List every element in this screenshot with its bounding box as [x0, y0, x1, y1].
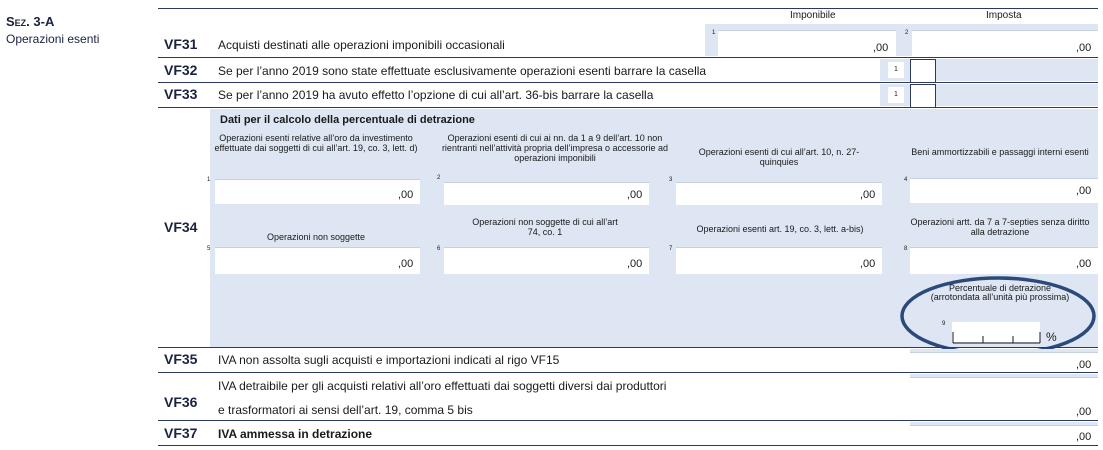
vf35-code: VF35	[164, 351, 198, 367]
vf34-num-3: 3	[669, 177, 673, 183]
vf36-field[interactable]	[910, 377, 1098, 420]
vf34-percent-label: Percentuale di detrazione (arrotondata all’unità più prossima)	[930, 283, 1070, 302]
vf34-zeros-8: ,00	[1076, 258, 1092, 270]
vf35-bottom-line	[158, 372, 1098, 373]
vf34-field-7[interactable]	[676, 247, 882, 274]
vf32-code: VF32	[164, 62, 198, 78]
vf32-text: Se per l’anno 2019 sono state effettuate esclusivamente operazioni esenti barrare la casella	[218, 64, 707, 78]
vf34-field-6[interactable]	[444, 247, 649, 274]
vf34-code: VF34	[164, 219, 198, 235]
vf34-num-1: 1	[207, 177, 211, 183]
vf35-zeros: ,00	[1076, 359, 1092, 371]
vf34-num-9: 9	[942, 321, 946, 327]
vf34-zeros-7: ,00	[860, 258, 876, 270]
vf32-bottom-line	[158, 82, 1098, 83]
vf37-code: VF37	[164, 425, 198, 441]
vf31-imponibile-field[interactable]	[718, 30, 896, 57]
vf37-field[interactable]	[910, 425, 1098, 445]
vf34-zeros-2: ,00	[627, 189, 643, 201]
vf37-zeros: ,00	[1076, 431, 1092, 443]
vf31-num-1: 1	[712, 30, 716, 36]
percent-sign: %	[1046, 330, 1057, 344]
vf31-zeros-imponibile: ,00	[873, 42, 889, 54]
vf33-num: 1	[888, 87, 904, 103]
vf34-num-2: 2	[437, 175, 441, 181]
vf35-text: IVA non assolta sugli acquisti e importazioni indicati al rigo VF15	[218, 353, 560, 367]
section-title: Sez. 3-A	[6, 14, 55, 29]
vf34-field-2[interactable]	[444, 182, 649, 205]
vf34-num-6: 6	[437, 246, 441, 252]
vf33-text: Se per l’anno 2019 ha avuto effetto l’opzione di cui all’art. 36-bis barrare la casella	[218, 88, 654, 102]
vf34-col1-label: Operazioni esenti relative all’oro da investimento effettuate dai soggetti di cui all’art. 19, co. 3, lett. d)	[214, 133, 418, 153]
vf34-zeros-4: ,00	[1076, 185, 1092, 197]
top-border	[158, 8, 1098, 9]
section-subtitle: Operazioni esenti	[6, 32, 100, 46]
vf34-field-5[interactable]	[215, 247, 420, 274]
vf34-col3-label: Operazioni esenti di cui all’art. 10, n. 27-quinquies	[698, 147, 860, 167]
vf31-text: Acquisti destinati alle operazioni imponibili occasionali	[218, 38, 505, 52]
vf34-num-5: 5	[207, 246, 211, 252]
vf34-col5-label: Operazioni non soggette	[266, 232, 366, 242]
vf34-col6-label: Operazioni non soggette di cui all’art 74, co. 1	[472, 217, 618, 237]
highlight-ellipse	[898, 274, 1098, 358]
vf34-num-7: 7	[669, 246, 673, 252]
vf33-checkbox[interactable]	[910, 84, 936, 108]
vf34-heading: Dati per il calcolo della percentuale di detrazione	[220, 114, 475, 126]
vf31-zeros-imposta: ,00	[1076, 42, 1092, 54]
vf34-zeros-1: ,00	[398, 189, 414, 201]
vf34-zeros-3: ,00	[860, 189, 876, 201]
vf34-field-3[interactable]	[676, 182, 882, 205]
vf36-code: VF36	[164, 394, 198, 410]
vf32-num: 1	[888, 62, 904, 78]
vf36-text-line2: e trasformatori ai sensi dell’art. 19, comma 5 bis	[218, 403, 473, 417]
vf37-bottom-line	[158, 445, 1098, 446]
header-imposta: Imposta	[986, 10, 1022, 21]
vf37-text: IVA ammessa in detrazione	[218, 427, 373, 441]
header-imponibile: Imponibile	[790, 10, 836, 21]
vf31-num-2: 2	[905, 30, 909, 36]
vf31-imposta-field[interactable]	[912, 30, 1098, 57]
vf36-text-line1: IVA detraibile per gli acquisti relativi all’oro effettuati dai soggetti diversi dai produttori	[218, 379, 667, 393]
vf31-code: VF31	[164, 36, 198, 52]
vf34-num-4: 4	[904, 177, 908, 183]
vf36-zeros: ,00	[1076, 406, 1092, 418]
vf34-zeros-6: ,00	[627, 258, 643, 270]
vf34-col8-label: Operazioni artt. da 7 a 7-septies senza diritto alla detrazione	[910, 217, 1090, 237]
vf34-num-8: 8	[904, 246, 908, 252]
vf33-bottom-line	[158, 107, 1098, 108]
vf34-field-1[interactable]	[215, 179, 420, 204]
vf34-col2-label: Operazioni esenti di cui ai nn. da 1 a 9 dell’art. 10 non rientranti nell’attività propria dell’impresa o accessorie ad operazioni imponibili	[441, 133, 669, 163]
vf35-field[interactable]	[910, 352, 1098, 372]
vf34-bottom-line	[158, 347, 1098, 348]
vf33-code: VF33	[164, 86, 198, 102]
vf34-col4-label: Beni ammortizzabili e passaggi interni esenti	[911, 147, 1089, 157]
vf31-bottom-line	[158, 57, 1098, 58]
vf36-bottom-line	[158, 420, 1098, 421]
vf34-col7-label: Operazioni esenti art. 19, co. 3, lett. a-bis)	[696, 224, 864, 234]
vf32-checkbox[interactable]	[910, 59, 936, 83]
vf34-zeros-5: ,00	[398, 258, 414, 270]
vf34-field-8[interactable]	[910, 247, 1098, 274]
vf34-field-4[interactable]	[910, 178, 1098, 203]
